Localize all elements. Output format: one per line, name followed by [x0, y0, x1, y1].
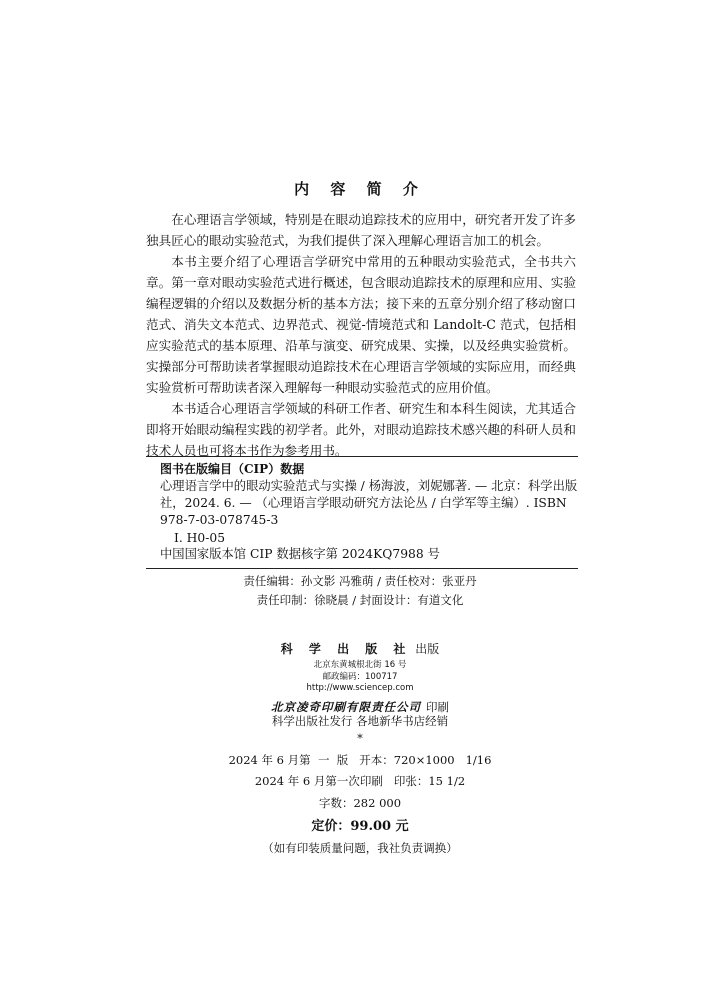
- separator-star: *: [357, 731, 363, 745]
- edition-info: 2024 年 6 月第 一 版 开本：720×1000 1/16: [228, 753, 492, 767]
- cip-class: Ⅰ. H0-05: [174, 531, 226, 545]
- distribution-line: 科学出版社发行 各地新华书店经销: [271, 714, 449, 728]
- cip-cataloging-number: 中国国家版本馆 CIP 数据核字第 2024KQ7988 号: [160, 547, 440, 561]
- publisher-line: [0, 640, 720, 657]
- cip-top-rule: [146, 456, 578, 457]
- summary-paragraph-1: 在心理语言学领域，特别是在眼动追踪技术的应用中，研究者开发了许多独具匠心的眼动实验范式，为我们提供了深入理解心理语言加工的机会。: [146, 212, 576, 248]
- credits-production: 责任印制：徐晓晨 / 封面设计：有道文化: [256, 593, 464, 607]
- publisher-address: 北京东黄城根北街 16 号: [313, 660, 407, 670]
- cip-heading: 图书在版编目（CIP）数据: [160, 462, 305, 476]
- publisher-postcode: 邮政编码：100717: [322, 672, 398, 682]
- price: 定价：99.00 元: [311, 819, 409, 834]
- cip-bottom-rule: [146, 568, 578, 569]
- printing-info: 2024 年 6 月第一次印刷 印张：15 1/2: [254, 774, 466, 788]
- cip-record: 心理语言学中的眼动实验范式与实操 / 杨海波，刘妮娜著. — 北京：科学出版社，2024. 6. — （心理语言学眼动研究方法论丛 / 白学军等主编）. ISBN 978-7-03-078745-3: [160, 479, 578, 527]
- word-count: 字数：282 000: [318, 796, 402, 810]
- publisher-name: 科 学 出 版 社: [280, 642, 412, 656]
- printer-suffix: 印刷: [426, 700, 450, 714]
- printer-name: 北京凌奇印刷有限责任公司: [270, 700, 421, 714]
- summary-paragraph-2: 本书主要介绍了心理语言学研究中常用的五种眼动实验范式，全书共六章。第一章对眼动实验范式进行概述，包含眼动追踪技术的原理和应用、实验编程逻辑的介绍以及数据分析的基本方法；接下来的五章分别介绍了移动窗口范式、消失文本范式、边界范式、视觉-情境范式和 Landolt-C 范式，包括相应实验范式的基本原理、沿革与演变、研究成果、实操，以及经典实验赏析。实操部分可帮助读者掌握眼动追踪技术在心理语言学领域的实际应用，而经典实验赏析可帮助读者深入理解每一种眼动实验范式的应用价值。: [146, 254, 576, 395]
- quality-notice: （如有印装质量问题，我社负责调换）: [262, 841, 458, 855]
- summary-paragraph-3: 本书适合心理语言学领域的科研工作者、研究生和本科生阅读，尤其适合即将开始眼动编程实践的初学者。此外，对眼动追踪技术感兴趣的科研人员和技术人员也可将本书作为参考用书。: [146, 401, 576, 458]
- summary-text: [146, 209, 576, 461]
- credits-editors: 责任编辑：孙文影 冯雅萌 / 责任校对：张亚丹: [243, 574, 477, 588]
- page-title: 内 容 简 介: [294, 180, 426, 198]
- publisher-url: http://www.sciencep.com: [306, 683, 414, 693]
- publisher-suffix: 出版: [415, 642, 440, 656]
